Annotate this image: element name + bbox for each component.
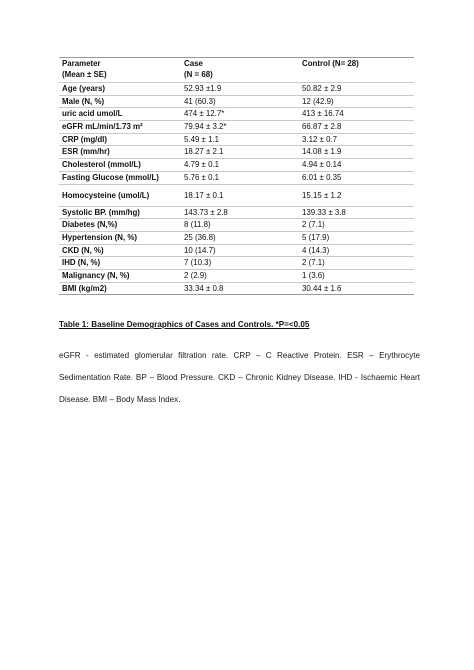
cell-case: 33.34 ± 0.8 — [184, 283, 224, 293]
cell-case: 18.17 ± 0.1 — [184, 190, 224, 200]
table-row — [59, 282, 414, 295]
cell-parameter: Malignancy (N, %) — [62, 270, 130, 280]
table-row — [59, 184, 414, 206]
cell-parameter: Homocysteine (umol/L) — [62, 190, 150, 200]
cell-parameter: CKD (N, %) — [62, 245, 104, 255]
header-case-count: (N = 68) — [184, 69, 213, 79]
cell-control: 413 ± 16.74 — [302, 109, 344, 119]
cell-case: 10 (14.7) — [184, 245, 216, 255]
cell-case: 18.27 ± 2.1 — [184, 147, 224, 157]
cell-case: 2 (2.9) — [184, 270, 207, 280]
table-row — [59, 158, 414, 171]
cell-case: 5.76 ± 0.1 — [184, 172, 220, 182]
cell-control: 2 (7.1) — [302, 220, 325, 230]
cell-control: 50.82 ± 2.9 — [302, 84, 342, 93]
cell-parameter: IHD (N, %) — [62, 258, 101, 268]
header-parameter-label: Parameter — [62, 59, 101, 68]
table-row — [59, 82, 414, 95]
table-caption: Table 1: Baseline Demographics of Cases and Controls. *P=<0.05 — [59, 320, 310, 329]
cell-control: 139.33 ± 3.8 — [302, 207, 346, 217]
table-row — [59, 244, 414, 257]
cell-control: 3.12 ± 0.7 — [302, 134, 338, 144]
header-parameter-unit: (Mean ± SE) — [62, 69, 107, 79]
cell-parameter: Fasting Glucose (mmol/L) — [62, 172, 159, 182]
abbreviation-notes: eGFR - estimated glomerular filtration rate. CRP – C Reactive Protein. ESR – Erythrocyte Sedimentation Rate. BP – Blood Pressure. CKD – Chronic Kidney Disease. IHD - Ischaemic Heart Disease. BMI – Body Mass Index. — [59, 351, 420, 404]
cell-control: 1 (3.6) — [302, 270, 325, 280]
header-case-label: Case — [184, 59, 203, 68]
cell-control: 5 (17.9) — [302, 232, 330, 242]
header-case — [184, 59, 302, 82]
cell-parameter: uric acid umol/L — [62, 109, 123, 119]
cell-case: 8 (11.8) — [184, 220, 211, 230]
cell-parameter: BMI (kg/m2) — [62, 283, 107, 293]
cell-case: 7 (10.3) — [184, 258, 212, 268]
table-row — [59, 218, 414, 231]
table-row — [59, 231, 414, 244]
table-row — [59, 95, 414, 108]
cell-control: 2 (7.1) — [302, 258, 325, 268]
table-row — [59, 145, 414, 158]
table-row — [59, 171, 414, 184]
header-control — [302, 59, 414, 82]
table-row — [59, 206, 414, 219]
baseline-demographics-table — [59, 57, 414, 295]
cell-control: 6.01 ± 0.35 — [302, 172, 342, 182]
cell-case: 4.79 ± 0.1 — [184, 160, 220, 170]
cell-parameter: eGFR mL/min/1.73 m² — [62, 122, 143, 132]
table-row — [59, 120, 414, 133]
cell-case: 25 (36.8) — [184, 232, 216, 242]
cell-case: 474 ± 12.7* — [184, 109, 225, 119]
table-row — [59, 133, 414, 146]
cell-control: 12 (42.9) — [302, 96, 334, 106]
cell-control: 15.15 ± 1.2 — [302, 190, 342, 200]
table-row — [59, 269, 414, 282]
cell-control: 4 (14.3) — [302, 245, 330, 255]
table-row — [59, 107, 414, 120]
cell-control: 14.08 ± 1.9 — [302, 147, 342, 157]
cell-control: 66.87 ± 2.8 — [302, 122, 342, 132]
header-parameter — [59, 59, 184, 82]
cell-parameter: Hypertension (N, %) — [62, 232, 137, 242]
cell-parameter: Age (years) — [62, 84, 105, 93]
header-control-label: Control (N= 28) — [302, 59, 359, 68]
cell-parameter: ESR (mm/hr) — [62, 147, 110, 157]
table-header-row — [59, 58, 414, 82]
cell-parameter: Cholesterol (mmol/L) — [62, 160, 141, 170]
cell-case: 5.49 ± 1.1 — [184, 134, 220, 144]
cell-case: 41 (60.3) — [184, 96, 216, 106]
cell-parameter: Diabetes (N,%) — [62, 220, 118, 230]
cell-control: 30.44 ± 1.6 — [302, 283, 342, 293]
table-row — [59, 256, 414, 269]
cell-parameter: CRP (mg/dl) — [62, 134, 108, 144]
cell-case: 52.93 ±1.9 — [184, 84, 222, 93]
cell-parameter: Male (N, %) — [62, 96, 105, 106]
cell-control: 4.94 ± 0.14 — [302, 160, 342, 170]
cell-parameter: Systolic BP. (mm/hg) — [62, 207, 140, 217]
cell-case: 79.94 ± 3.2* — [184, 122, 227, 132]
cell-case: 143.73 ± 2.8 — [184, 207, 228, 217]
